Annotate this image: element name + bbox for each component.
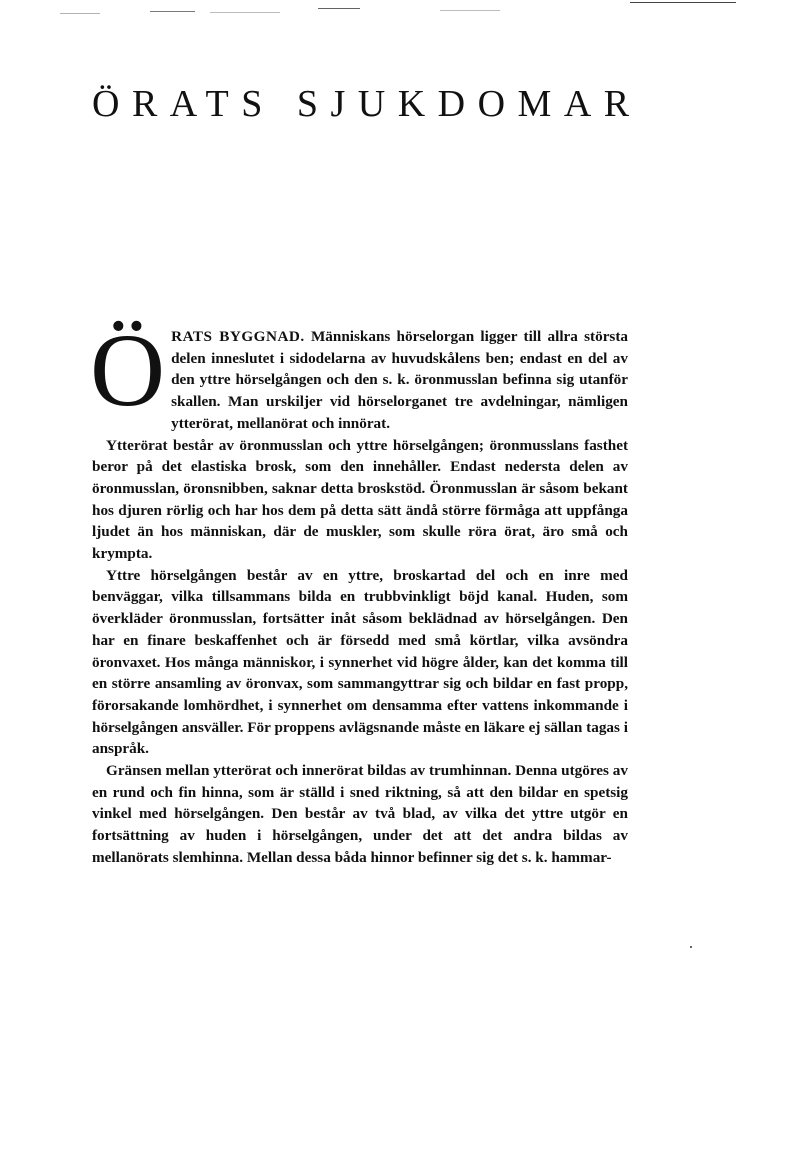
scan-speck	[690, 946, 692, 948]
paragraph-2: Ytterörat består av öronmusslan och yttre hörselgången; öronmusslans fasthet beror på det elastiska brosk, som den innehåller. Endast nedersta delen av öronmusslan, öronsnibben, saknar detta broskstöd. Öronmusslan är såsom bekant hos djuren rörlig och har hos dem på detta sätt ändå större förmåga att uppfånga ljudet än hos människan, där de muskler, som skulle röra örat, äro små och krympta.	[92, 436, 628, 563]
page-title: ÖRATS SJUKDOMAR	[92, 83, 642, 125]
lead-caps: RATS BYGGNAD.	[171, 328, 305, 345]
scan-artifact-line	[630, 2, 736, 3]
scan-artifact-line	[440, 10, 500, 11]
scan-artifact-line	[210, 12, 280, 13]
scan-artifact-line	[318, 8, 360, 9]
scan-artifact-line	[150, 11, 195, 12]
paragraph-4: Gränsen mellan ytterörat och innerörat bildas av trumhinnan. Denna utgöres av en rund och fin hinna, som är ställd i sned riktning, så att den bildar en spetsig vinkel med hörselgången. Den består av två blad, av vilka det yttre utgör en fortsättning av huden i hörselgången, under det att det andra bildas av mellanörats slemhinna. Mellan dessa båda hinnor befinner sig det s. k. hammar-	[92, 762, 628, 866]
drop-cap: Ö	[90, 313, 166, 428]
article-body	[90, 313, 628, 869]
scan-artifact-line	[60, 13, 100, 14]
paragraph-1-text: Människans hörselorgan ligger till allra största delen inneslutet i sidodelarna av huvudskålens ben; endast en del av den yttre hörselgången och den s. k. öronmusslan befinna sig utanför skallen. Man urskiljer vid hörselorganet tre avdelningar, nämligen ytterörat, mellanörat och innörat.	[171, 328, 628, 432]
paragraph-3: Yttre hörselgången består av en yttre, broskartad del och en inre med benväggar, vilka tillsammans bilda en trubbvinkligt böjd kanal. Huden, som överkläder öronmusslan, fortsätter inåt såsom beklädnad av hörselgången. Den har en finare beskaffenhet och är försedd med små körtlar, vilka avsöndra öronvaxet. Hos många människor, i synnerhet vid högre ålder, kan det komma till en större ansamling av öronvax, som sammangyttrar sig och bildar en fast propp, förorsakande lomhördhet, i synnerhet om densamma efter vattens inkommande i hörselgången ansväller. För proppens avlägsnande måste en läkare ej sällan tagas i anspråk.	[92, 566, 628, 758]
paragraph-1	[90, 313, 628, 435]
